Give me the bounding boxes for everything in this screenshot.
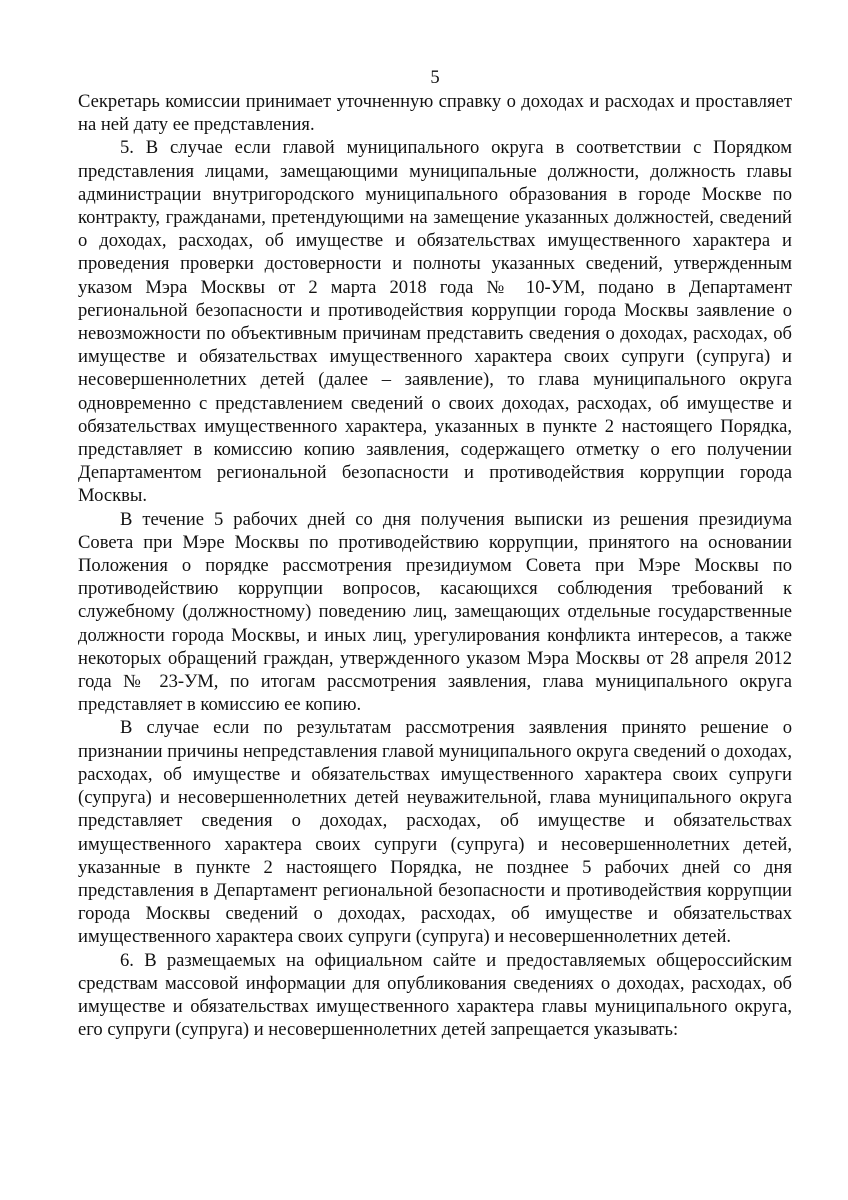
page-number: 5 [430,67,440,88]
paragraph-item-6: 6. В размещаемых на официальном сайте и предоставляемых общероссийским средствам массовой информации для опубликования сведениях о доходах, расходах, об имуществе и обязательствах имущественного характера главы муниципального округа, его супруги (супруга) и несовершеннолетних детей запрещается указывать: [78,949,792,1041]
paragraph-continuation: Секретарь комиссии принимает уточненную справку о доходах и расходах и проставляет на ней дату ее представления. [78,91,792,136]
paragraph-within-5-days: В течение 5 рабочих дней со дня получения выписки из решения президиума Совета при Мэре Москвы по противодействию коррупции, принятого на основании Положения о порядке рассмотрения президиумом Совета при Мэре Москвы по противодействию коррупции вопросов, касающихся соблюдения требований к служебному (должностному) поведению лиц, замещающих отдельные государственные должности города Москвы, и иных лиц, урегулирования конфликта интересов, а также некоторых обращений граждан, утвержденного указом Мэра Москвы от 28 апреля 2012 года № 23-УМ, по итогам рассмотрения заявления, глава муниципального округа представляет в комиссию ее копию. [78,508,792,716]
paragraph-item-5: 5. В случае если главой муниципального округа в соответствии с Порядком представления лицами, замещающими муниципальные должности, должность главы администрации внутригородского муниципального образования в городе Москве по контракту, гражданами, претендующими на замещение указанных должностей, сведений о доходах, расходах, об имуществе и обязательствах имущественного характера и проведения проверки достоверности и полноты указанных сведений, утвержденным указом Мэра Москвы от 2 марта 2018 года № 10-УМ, подано в Департамент региональной безопасности и противодействия коррупции города Москвы заявление о невозможности по объективным причинам представить сведения о доходах, расходах, об имуществе и обязательствах имущественного характера своих супруги (супруга) и несовершеннолетних детей (далее – заявление), то глава муниципального округа одновременно с представлением сведений о своих доходах, расходах, об имуществе и обязательствах имущественного характера, указанных в пункте 2 настоящего Порядка, представляет в комиссию копию заявления, содержащего отметку о его получении Департаментом региональной безопасности и противодействия коррупции города Москвы. [78,137,792,507]
document-page [78,66,792,1041]
paragraph-if-unjustified: В случае если по результатам рассмотрения заявления принято решение о признании причины непредставления главой муниципального округа сведений о доходах, расходах, об имуществе и обязательствах имущественного характера своих супруги (супруга) и несовершеннолетних детей неуважительной, глава муниципального округа представляет сведения о доходах, расходах, об имуществе и обязательствах имущественного характера своих супруги (супруга) и несовершеннолетних детей, указанные в пункте 2 настоящего Порядка, не позднее 5 рабочих дней со дня представления в Департамент региональной безопасности и противодействия коррупции города Москвы сведений о доходах, расходах, об имуществе и обязательствах имущественного характера своих супруги (супруга) и несовершеннолетних детей. [78,717,792,948]
